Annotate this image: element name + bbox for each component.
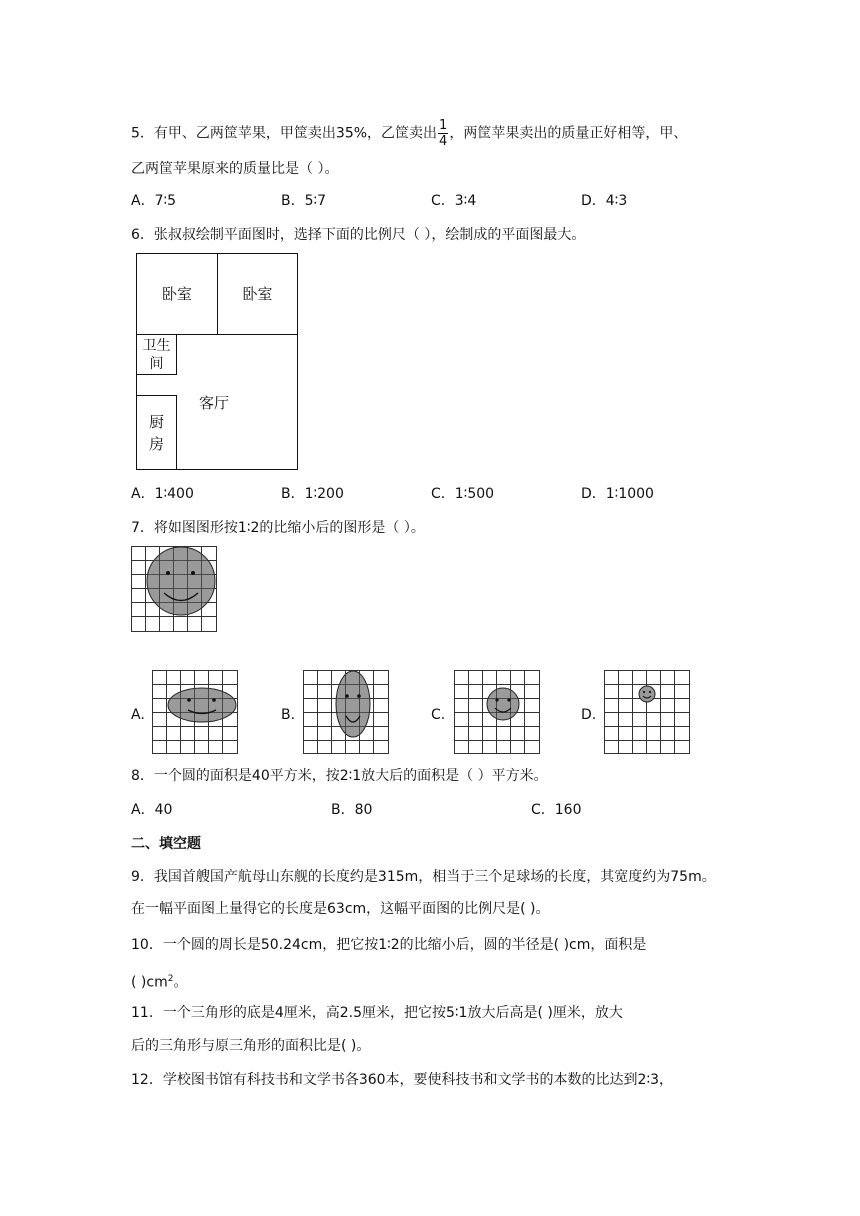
q7-option-b-figure[interactable] (303, 670, 389, 754)
fraction-one-quarter (438, 118, 448, 149)
q8-option-b[interactable]: B．80 (331, 802, 373, 818)
tiny-smiley-face-icon (639, 686, 655, 702)
q7-option-b-label[interactable]: B. (281, 707, 296, 723)
section-heading-fill-in: 二、填空题 (131, 836, 201, 852)
room-bedroom-2 (217, 253, 298, 335)
q10-line2-end: 。 (173, 974, 188, 991)
q9-line2: 在一幅平面图上量得它的长度是63cm，这幅平面图的比例尺是( )。 (131, 901, 550, 917)
room-label: 卧室 (161, 285, 192, 303)
q7-option-d-figure[interactable] (604, 670, 690, 754)
tall-ellipse-face-icon (336, 671, 370, 737)
q7-option-a-figure[interactable] (152, 670, 238, 754)
room-label (143, 337, 171, 373)
q6-option-c[interactable]: C．1∶500 (431, 486, 495, 502)
q10-line2 (131, 969, 187, 993)
room-label-line: 卫生 (142, 337, 171, 354)
room-bedroom-1 (136, 253, 218, 335)
q5-option-d[interactable]: D．4∶3 (581, 193, 628, 209)
q7-option-d-label[interactable]: D. (581, 707, 597, 723)
q6-option-d[interactable]: D．1∶1000 (581, 486, 654, 502)
q10-line1: 10．一个圆的周长是50.24cm，把它按1∶2的比缩小后，圆的半径是( )cm，面积是 (131, 937, 647, 953)
q7-option-c-figure[interactable] (454, 670, 540, 754)
room-label: 卧室 (242, 285, 273, 303)
room-bathroom (136, 334, 177, 375)
q7-option-c-label[interactable]: C. (431, 707, 446, 723)
q12-line1: 12．学校图书馆有科技书和文学书各360本，要使科技书和文学书的本数的比达到2∶3， (131, 1072, 673, 1088)
wide-ellipse-face-icon (168, 688, 236, 722)
q7-text: 7．将如图图形按1∶2的比缩小后的图形是（ ）。 (131, 520, 425, 536)
q10-superscript: 2 (167, 974, 174, 984)
room-living: 客厅 (199, 394, 230, 412)
q5-number: 5． (131, 125, 154, 142)
original-smiley-figure (131, 546, 217, 632)
q5-option-c[interactable]: C．3∶4 (431, 193, 477, 209)
fraction-denominator: 4 (439, 134, 448, 149)
q7-option-a-label[interactable]: A. (131, 707, 145, 723)
room-label-line: 厨 (148, 412, 164, 431)
small-smiley-face-icon (487, 688, 519, 720)
q5-line2: 乙两筐苹果原来的质量比是（ ）。 (131, 161, 339, 177)
q8-text: 8．一个圆的面积是40平方米，按2∶1放大后的面积是（ ）平方米。 (131, 768, 548, 784)
q5-option-a[interactable]: A．7∶5 (131, 193, 177, 209)
room-kitchen (136, 395, 177, 470)
q5-text-a: 有甲、乙两筐苹果，甲筐卖出35%，乙筐卖出 (153, 125, 438, 142)
floor-plan (136, 253, 298, 470)
room-label-line: 房 (148, 434, 164, 453)
smiley-face-icon (147, 547, 215, 615)
fraction-numerator: 1 (439, 118, 448, 133)
room-label-line: 间 (149, 355, 164, 372)
q5-text-b: ，两筐苹果卖出的质量正好相等，甲、 (449, 125, 688, 142)
q5-line1 (131, 118, 687, 149)
q9-line1: 9．我国首艘国产航母山东舰的长度约是315m，相当于三个足球场的长度，其宽度约为75m。 (131, 869, 716, 885)
q6-text: 6．张叔叔绘制平面图时，选择下面的比例尺（ ），绘制成的平面图最大。 (131, 227, 586, 243)
q11-line2: 后的三角形与原三角形的面积比是( )。 (131, 1038, 371, 1054)
room-label (149, 411, 164, 455)
q10-line2-text: ( )cm (131, 974, 168, 991)
q8-option-c[interactable]: C．160 (531, 802, 582, 818)
q6-option-b[interactable]: B．1∶200 (281, 486, 344, 502)
q5-option-b[interactable]: B．5∶7 (281, 193, 327, 209)
q11-line1: 11．一个三角形的底是4厘米，高2.5厘米，把它按5∶1放大后高是( )厘米，放大 (131, 1005, 623, 1021)
q8-option-a[interactable]: A．40 (131, 802, 173, 818)
q6-option-a[interactable]: A．1∶400 (131, 486, 194, 502)
